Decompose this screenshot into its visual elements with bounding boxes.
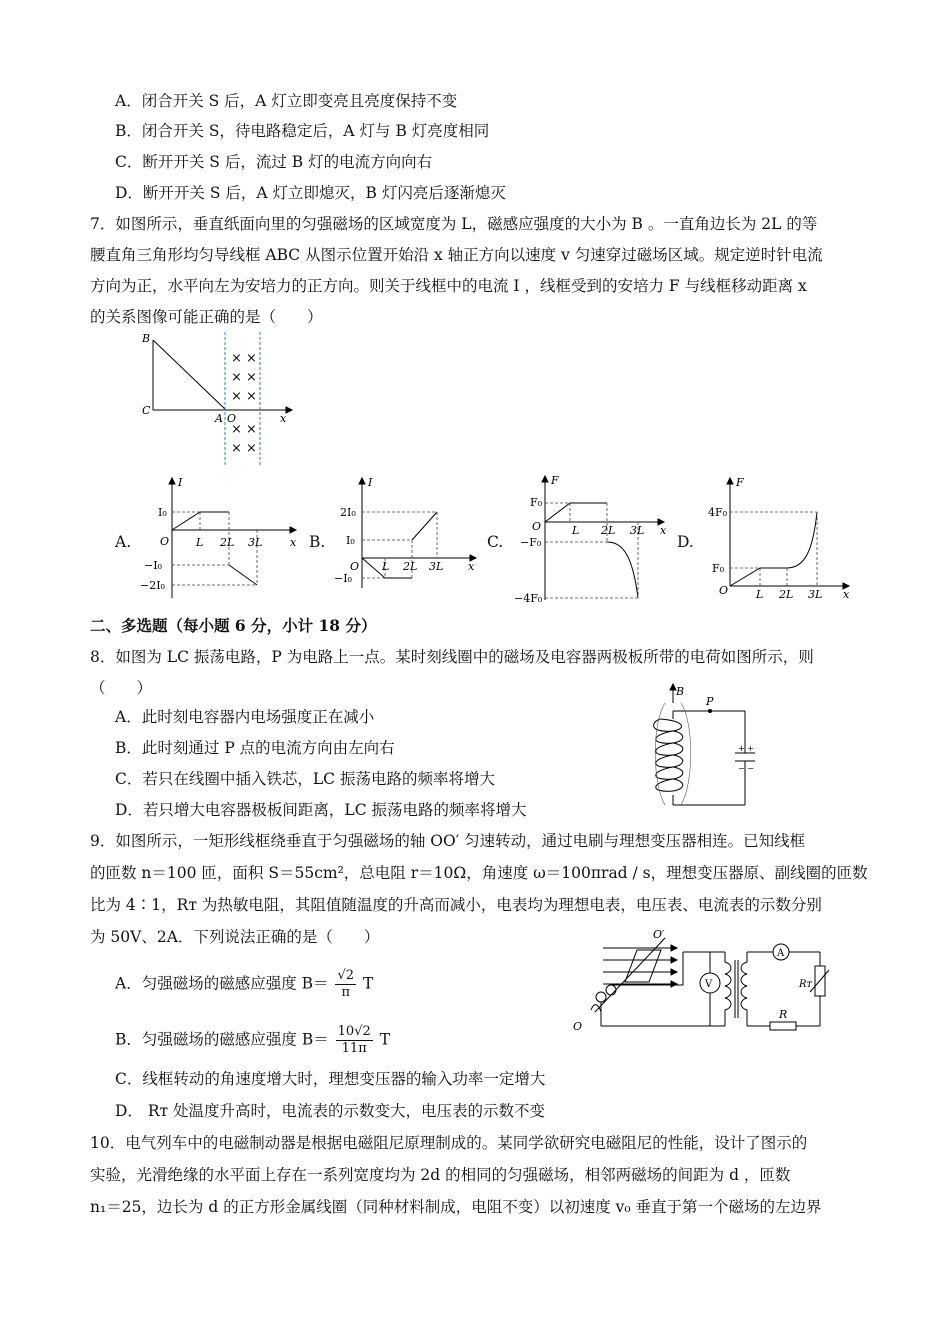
axis-label: I: [368, 476, 373, 489]
origin-label: O: [719, 584, 729, 597]
q7-label-c: C: [142, 404, 151, 417]
section-title: 二、多选题（每小题 6 分，小计 18 分）: [90, 616, 377, 635]
field-cross-row: × ×: [231, 351, 257, 366]
tick-label: L: [572, 524, 580, 537]
q7-label-a: A: [215, 412, 223, 425]
q8-option-d: D．若只增大电容器极板间距离，LC 振荡电路的频率将增大: [115, 801, 527, 819]
axis-label: F: [551, 474, 559, 487]
q9-line-1: 9．如图所示，一矩形线框绕垂直于匀强磁场的轴 OO′ 匀速转动，通过电刷与理想变压器相连。已知线框: [90, 832, 806, 850]
q7-line-2: 腰直角三角形均匀导线框 ABC 从图示位置开始沿 x 轴正方向以速度 v 匀速穿过磁场区域。规定逆时针电流: [90, 246, 823, 264]
q7-label-x: x: [280, 412, 287, 425]
axis-label: x: [843, 588, 850, 601]
q9-figure: [565, 930, 845, 1035]
q6-option-d: D．断开开关 S 后，A 灯立即熄灭，B 灯闪亮后逐渐熄灭: [115, 184, 506, 202]
q7-option-c-label: C.: [487, 533, 504, 551]
tick-label: 2L: [601, 524, 616, 537]
axis-label: F: [736, 476, 744, 489]
q7-option-d-label: D.: [677, 533, 694, 551]
field-cross-row: × ×: [231, 441, 257, 456]
q10-line-2: 实验，光滑绝缘的水平面上存在一系列宽度均为 2d 的相同的匀强磁场，相邻两磁场的间距为 d ，匝数: [90, 1166, 791, 1184]
tick-label: 2L: [403, 560, 418, 573]
tick-label: 2I₀: [340, 506, 356, 519]
q7-figure: [138, 330, 298, 470]
tick-label: −I₀: [144, 559, 162, 572]
ammeter-label: A: [777, 948, 785, 959]
q9-label-rt: Rᴛ: [799, 979, 813, 990]
q9-option-a-unit: T: [362, 974, 374, 993]
q8-label-b: B: [676, 685, 685, 698]
field-cross-row: × ×: [231, 389, 257, 404]
tick-label: 3L: [630, 524, 645, 537]
tick-label: 3L: [429, 560, 444, 573]
q9-option-b-unit: T: [379, 1030, 391, 1049]
tick-label: −4F₀: [514, 592, 543, 605]
field-cross-row: × ×: [231, 422, 257, 437]
origin-label: O: [532, 520, 542, 533]
q7-graph-a: [140, 470, 310, 600]
q9-option-b-prefix: B．匀强磁场的磁感应强度 B＝: [115, 1030, 329, 1049]
q9-line-2: 的匝数 n＝100 匝，面积 S＝55cm²，总电阻 r＝10Ω，角速度 ω＝100πrad / s，理想变压器原、副线圈的匝数: [90, 864, 868, 882]
q9-option-a-numerator: √2: [337, 968, 355, 983]
tick-label: I₀: [346, 534, 355, 547]
q8-option-a: A．此时刻电容器内电场强度正在减小: [115, 708, 375, 726]
q9-option-b: [115, 1024, 390, 1057]
axis-label: I: [178, 476, 183, 489]
q6-option-c: C．断开开关 S 后，流过 B 灯的电流方向向右: [115, 153, 433, 171]
tick-label: 2L: [220, 536, 235, 549]
q7-line-4: 的关系图像可能正确的是（ ）: [90, 308, 323, 326]
q8-option-c: C．若只在线圈中插入铁芯，LC 振荡电路的频率将增大: [115, 770, 495, 788]
q8-option-b: B．此时刻通过 P 点的电流方向由左向右: [115, 739, 395, 757]
q9-label-r: R: [779, 1008, 788, 1021]
tick-label: L: [756, 588, 764, 601]
origin-label: O: [160, 535, 170, 548]
q7-label-o: O: [227, 412, 237, 425]
q9-label-o: O: [573, 1020, 583, 1033]
q9-option-a: [115, 968, 373, 1001]
q8-figure: [640, 683, 760, 813]
q9-line-3: 比为 4∶1，Rᴛ 为热敏电阻，其阻值随温度的升高而减小，电表均为理想电表，电压表、电流表的示数分别: [90, 896, 822, 914]
tick-label: 3L: [808, 588, 823, 601]
tick-label: 3L: [248, 536, 263, 549]
q6-option-b: B．闭合开关 S，待电路稳定后，A 灯与 B 灯亮度相同: [115, 122, 490, 140]
tick-label: L: [196, 536, 204, 549]
q7-line-1: 7．如图所示，垂直纸面向里的匀强磁场的区域宽度为 L，磁感应强度的大小为 B 。一直角边长为 2L 的等: [90, 215, 818, 233]
voltmeter-label: V: [705, 979, 713, 990]
tick-label: −2I₀: [140, 579, 165, 592]
q9-option-b-denominator: 11π: [341, 1041, 367, 1056]
axis-label: x: [660, 524, 667, 537]
q8-line-1: 8．如图为 LC 振荡电路，P 为电路上一点。某时刻线圈中的磁场及电容器两极板所带的电荷如图所示，则: [90, 648, 814, 666]
q9-line-4: 为 50V、2A．下列说法正确的是（ ）: [90, 928, 380, 946]
tick-label: 4F₀: [708, 506, 728, 519]
tick-label: 2L: [779, 588, 794, 601]
axis-label: x: [290, 536, 297, 549]
q7-line-3: 方向为正，水平向左为安培力的正方向。则关于线框中的电流 I ，线框受到的安培力 F 与线框移动距离 x: [90, 277, 807, 295]
q8-label-p: P: [706, 695, 714, 708]
q7-graph-b: [330, 470, 490, 600]
tick-label: −I₀: [334, 572, 352, 585]
q9-option-d: D． Rᴛ 处温度升高时，电流表的示数变大，电压表的示数不变: [115, 1102, 546, 1120]
tick-label: I₀: [158, 506, 167, 519]
q9-option-c: C．线框转动的角速度增大时，理想变压器的输入功率一定增大: [115, 1070, 546, 1088]
origin-label: O: [350, 560, 360, 573]
q7-option-a-label: A.: [115, 533, 132, 551]
q7-graph-d: [705, 470, 865, 605]
q9-option-a-denominator: π: [341, 985, 350, 1000]
q10-line-3: n₁＝25，边长为 d 的正方形金属线圈（同种材料制成，电阻不变）以初速度 v₀ 垂直于第一个磁场的左边界: [90, 1198, 822, 1216]
q8-label-minus: − −: [738, 764, 754, 773]
q7-option-b-label: B.: [309, 533, 326, 551]
q7-graph-c: [510, 470, 680, 605]
q8-label-plus: + +: [738, 744, 754, 753]
axis-label: x: [468, 560, 475, 573]
q8-line-2: （ ）: [90, 679, 153, 697]
tick-label: L: [382, 560, 390, 573]
q6-option-a: A．闭合开关 S 后，A 灯立即变亮且亮度保持不变: [115, 92, 458, 110]
tick-label: F₀: [530, 496, 543, 509]
field-cross-row: × ×: [231, 370, 257, 385]
q7-label-b: B: [142, 332, 151, 345]
q9-option-b-numerator: 10√2: [337, 1024, 371, 1039]
q9-label-o-prime: O′: [653, 928, 665, 941]
tick-label: −F₀: [520, 536, 542, 549]
q10-line-1: 10．电气列车中的电磁制动器是根据电磁阻尼原理制成的。某同学欲研究电磁阻尼的性能，设计了图示的: [90, 1134, 808, 1152]
tick-label: F₀: [712, 562, 725, 575]
q9-option-a-prefix: A．匀强磁场的磁感应强度 B＝: [115, 974, 329, 993]
